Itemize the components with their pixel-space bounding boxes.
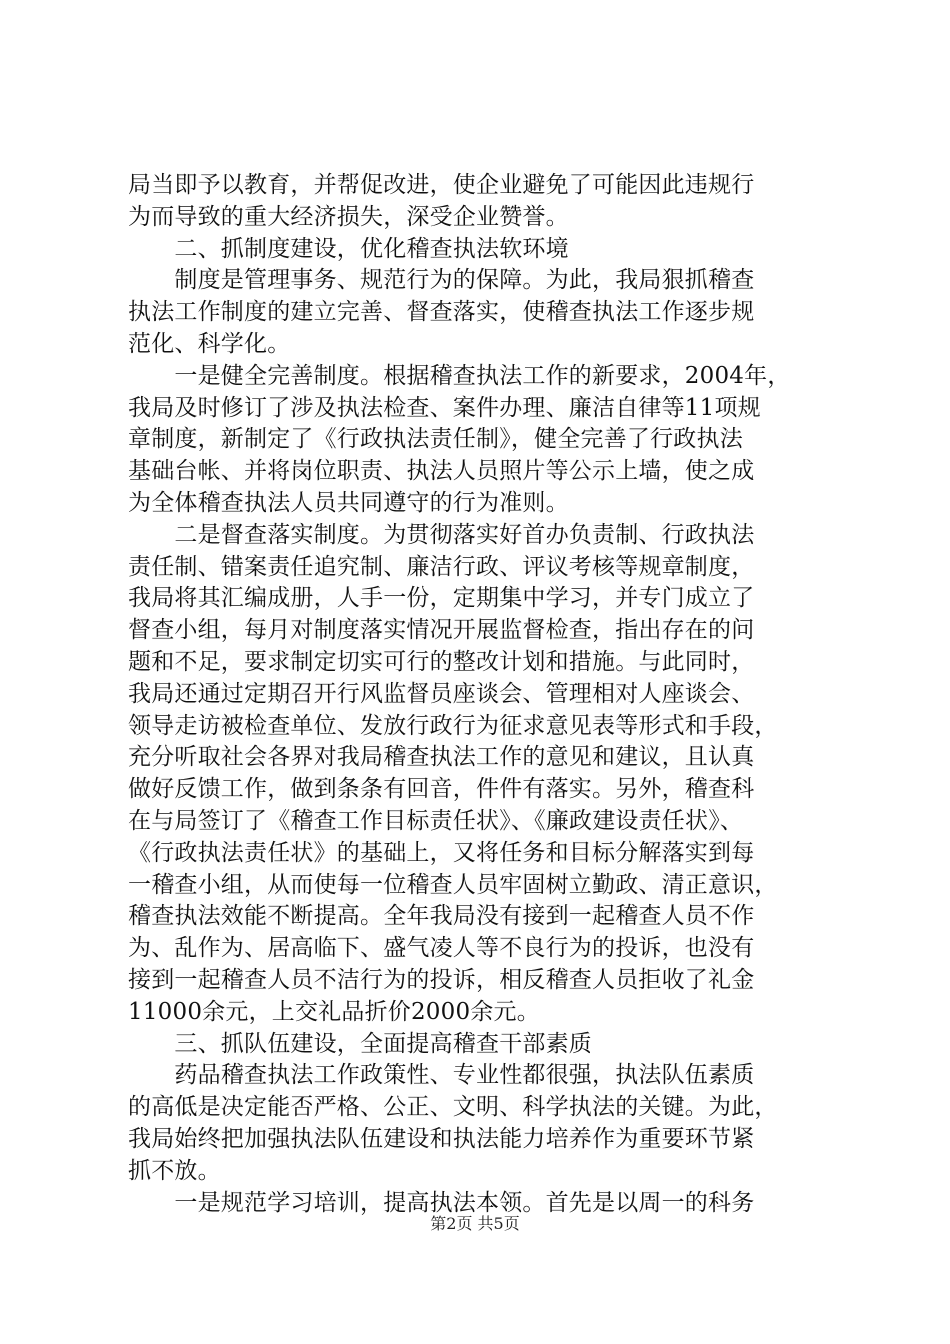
page-footer: 第2页 共5页 bbox=[430, 1214, 520, 1233]
text-line: 督查小组，每月对制度落实情况开展监督检查，指出存在的问 bbox=[128, 617, 755, 644]
text-line: 接到一起稽查人员不洁行为的投诉，相反稽查人员拒收了礼金 bbox=[128, 966, 755, 993]
text-line: 基础台帐、并将岗位职责、执法人员照片等公示上墙，使之成 bbox=[128, 458, 755, 485]
text-line: 一是规范学习培训，提高执法本领。首先是以周一的科务 bbox=[128, 1189, 755, 1216]
text-line: 局当即予以教育，并帮促改进，使企业避免了可能因此违规行 bbox=[128, 172, 755, 198]
text-line: 责任制、错案责任追究制、廉洁行政、评议考核等规章制度， bbox=[128, 553, 755, 580]
text-line: 我局还通过定期召开行风监督员座谈会、管理相对人座谈会、 bbox=[128, 680, 755, 707]
text-line: 稽查执法效能不断提高。全年我局没有接到一起稽查人员不作 bbox=[128, 903, 755, 930]
section-heading: 三、抓队伍建设，全面提高稽查干部素质 bbox=[128, 1030, 592, 1057]
text-line: 药品稽查执法工作政策性、专业性都很强，执法队伍素质 bbox=[128, 1062, 755, 1089]
text-line: 二是督查落实制度。为贯彻落实好首办负责制、行政执法 bbox=[128, 521, 755, 548]
text-line: 为全体稽查执法人员共同遵守的行为准则。 bbox=[128, 489, 569, 516]
text-line: 《行政执法责任状》的基础上，又将任务和目标分解落实到每 bbox=[128, 839, 755, 866]
text-line: 我局始终把加强执法队伍建设和执法能力培养作为重要环节紧 bbox=[128, 1125, 755, 1152]
text-line: 范化、科学化。 bbox=[128, 330, 291, 357]
section-heading: 二、抓制度建设，优化稽查执法软环境 bbox=[128, 235, 569, 262]
text-line: 的高低是决定能否严格、公正、文明、科学执法的关键。为此， bbox=[128, 1094, 778, 1121]
text-line: 章制度，新制定了《行政执法责任制》，健全完善了行政执法 bbox=[128, 426, 743, 453]
text-line: 题和不足，要求制定切实可行的整改计划和措施。与此同时， bbox=[128, 648, 755, 675]
text-line: 抓不放。 bbox=[128, 1157, 221, 1184]
text-line: 制度是管理事务、规范行为的保障。为此，我局狠抓稽查 bbox=[128, 267, 755, 294]
text-line: 在与局签订了《稽查工作目标责任状》、《廉政建设责任状》、 bbox=[128, 807, 744, 834]
document-body bbox=[128, 170, 828, 1219]
text-line: 为而导致的重大经济损失，深受企业赞誉。 bbox=[128, 203, 569, 230]
text-line: 为、乱作为、居高临下、盛气凌人等不良行为的投诉，也没有 bbox=[128, 935, 755, 962]
text-line: 充分听取社会各界对我局稽查执法工作的意见和建议，且认真 bbox=[128, 744, 755, 771]
text-line: 我局及时修订了涉及执法检查、案件办理、廉洁自律等11项规 bbox=[128, 394, 761, 421]
text-line: 领导走访被检查单位、发放行政行为征求意见表等形式和手段， bbox=[128, 712, 778, 739]
text-line: 11000余元，上交礼品折价2000余元。 bbox=[128, 998, 540, 1025]
text-line: 一稽查小组，从而使每一位稽查人员牢固树立勤政、清正意识， bbox=[128, 871, 778, 898]
text-line: 做好反馈工作，做到条条有回音，件件有落实。另外，稽查科 bbox=[128, 776, 755, 803]
text-line: 执法工作制度的建立完善、督查落实，使稽查执法工作逐步规 bbox=[128, 299, 755, 326]
text-line: 我局将其汇编成册，人手一份，定期集中学习，并专门成立了 bbox=[128, 585, 755, 612]
text-line: 一是健全完善制度。根据稽查执法工作的新要求，2004年， bbox=[128, 362, 791, 389]
